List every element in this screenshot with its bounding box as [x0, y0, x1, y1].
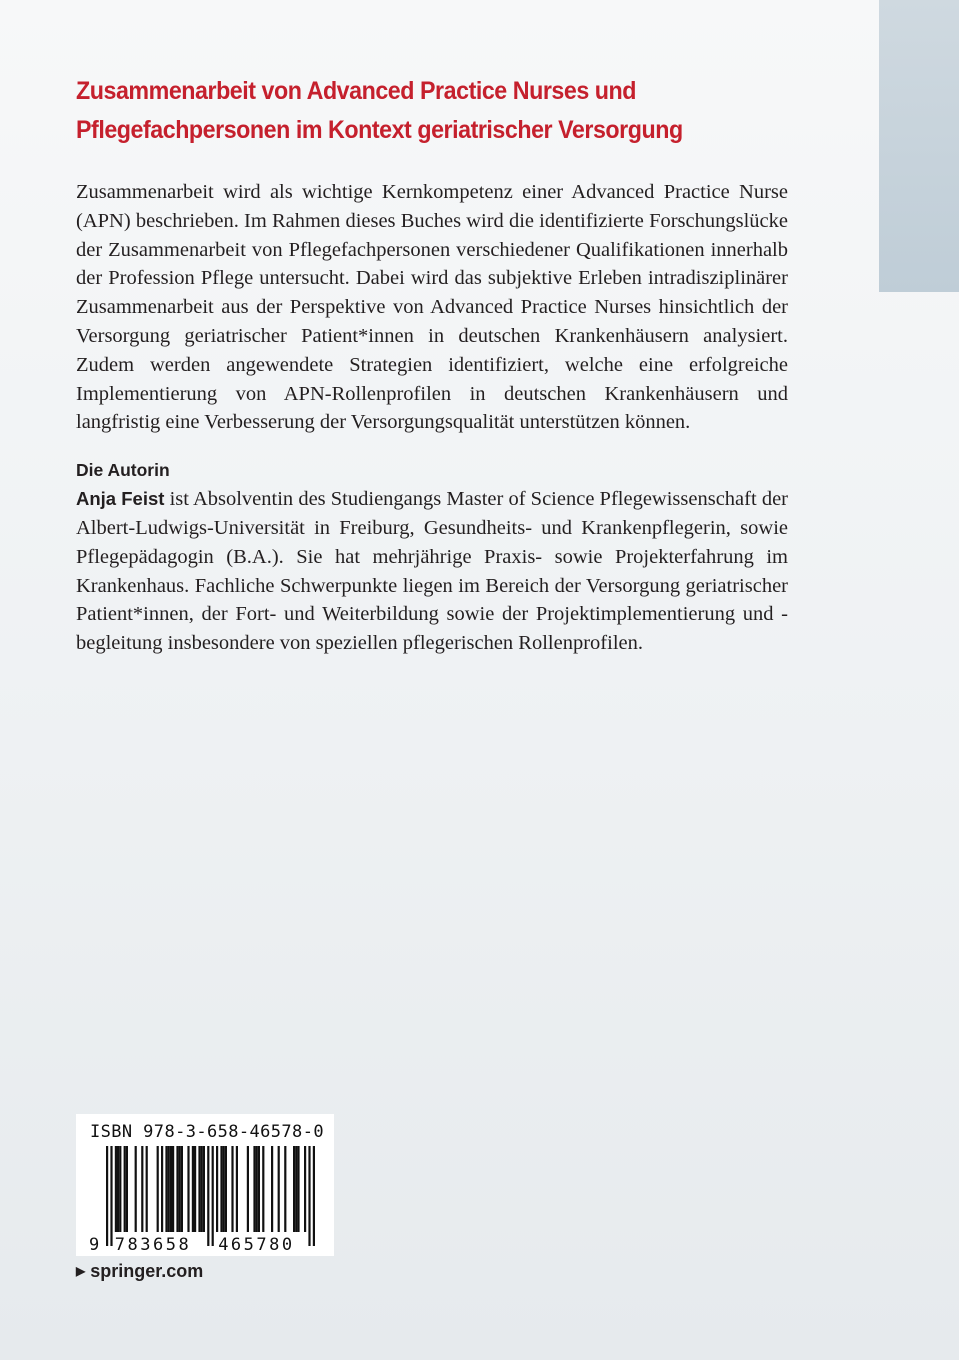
barcode-bar — [231, 1146, 233, 1232]
barcode-lead-digit: 9 — [89, 1235, 100, 1252]
barcode-bar — [141, 1146, 143, 1232]
barcode-bar — [181, 1146, 183, 1232]
barcode-bar — [135, 1146, 137, 1232]
barcode-right-digits: 465780 — [218, 1235, 295, 1252]
barcode-bar — [308, 1146, 310, 1246]
barcode-bar — [313, 1146, 315, 1246]
barcode-bar — [157, 1146, 159, 1232]
barcode-bar — [172, 1146, 174, 1232]
barcode-bar — [225, 1146, 227, 1232]
barcode-bar — [170, 1146, 172, 1232]
barcode-bar — [110, 1146, 112, 1246]
author-bio-text: ist Absolventin des Studiengangs Master of Science Pflegewissenschaft der Albert-Ludwigs-Universität in Freiburg, Gesundheits- und Krankenpflegerin, sowie Pflegepädagogin (B.A.). Sie hat mehrjährige Praxis- sowie Projekterfahrung im Krankenhaus. Fachliche Schwerpunkte liegen im Bereich der Versorgung geriatrischer Patient*innen, der Fort- und Weiterbildung sowie der Projektimplementierung und -begleitung insbesondere von speziellen pflegerischen Rollenprofilen. — [76, 488, 788, 655]
barcode-bar — [124, 1146, 126, 1232]
barcode-bar — [216, 1146, 218, 1232]
barcode-bar — [146, 1146, 148, 1232]
barcode-bar — [258, 1146, 260, 1232]
barcode-bar — [304, 1146, 306, 1232]
barcode-bar — [295, 1146, 297, 1232]
barcode-bar — [168, 1146, 170, 1232]
barcode-bar — [179, 1146, 181, 1232]
barcode — [84, 1146, 330, 1252]
barcode-bar — [271, 1146, 273, 1232]
back-cover-content — [76, 72, 788, 658]
barcode-bar — [207, 1146, 209, 1246]
barcode-bar — [117, 1146, 119, 1232]
barcode-bar — [203, 1146, 205, 1232]
barcode-bar — [262, 1146, 264, 1232]
barcode-bar — [176, 1146, 178, 1232]
title-line-1: Zusammenarbeit von Advanced Practice Nurses und — [76, 77, 637, 105]
barcode-bar — [194, 1146, 196, 1232]
barcode-bar — [119, 1146, 121, 1232]
book-title — [76, 72, 746, 150]
author-heading: Die Autorin — [76, 460, 170, 481]
website-text: springer.com — [90, 1261, 204, 1281]
barcode-bar — [256, 1146, 258, 1232]
title-line-2: Pflegefachpersonen im Kontext geriatrischer Versorgung — [76, 116, 683, 144]
barcode-bar — [192, 1146, 194, 1232]
isbn-label: ISBN 978-3-658-46578-0 — [90, 1122, 324, 1142]
barcode-bar — [187, 1146, 189, 1232]
barcode-bar — [247, 1146, 249, 1232]
barcode-bar — [201, 1146, 203, 1232]
author-name: Anja Feist — [76, 488, 165, 510]
barcode-bar — [115, 1146, 117, 1232]
abstract-text: Zusammenarbeit wird als wichtige Kernkompetenz einer Advanced Practice Nurse (APN) beschrieben. Im Rahmen dieses Buches wird die identifizierte Forschungslücke der Zusammenarbeit von Pflegefachpersonen verschiedener Qualifikationen innerhalb der Profession Pflege untersucht. Dabei wird das subjektive Erleben intradisziplinärer Zusammenarbeit aus der Perspektive von Advanced Practice Nurses hinsichtlich der Versorgung geriatrischer Patient*innen in deutschen Krankenhäusern analysiert. Zudem werden angewendete Strategien identifiziert, welche eine erfolgreiche Implementierung von APN-Rollenprofilen in deutschen Krankenhäusern und langfristig eine Verbesserung der Versorgungsqualität unterstützen können. — [76, 181, 788, 434]
barcode-bar — [165, 1146, 167, 1232]
barcode-bar — [293, 1146, 295, 1232]
barcode-bar — [126, 1146, 128, 1232]
barcode-bar — [220, 1146, 222, 1232]
website-link[interactable] — [76, 1261, 203, 1282]
barcode-bar — [223, 1146, 225, 1232]
barcode-left-digits: 783658 — [114, 1235, 192, 1252]
side-color-tab — [879, 0, 959, 292]
barcode-bar — [278, 1146, 280, 1232]
barcode-bar — [284, 1146, 286, 1232]
triangle-arrow-icon: ▶ — [76, 1264, 86, 1278]
barcode-bar — [212, 1146, 214, 1246]
barcode-bar — [297, 1146, 299, 1232]
barcode-bar — [198, 1146, 200, 1232]
isbn-barcode-box — [76, 1114, 334, 1256]
barcode-bar — [106, 1146, 108, 1246]
barcode-bar — [161, 1146, 163, 1232]
author-bio — [76, 485, 788, 658]
barcode-bar — [236, 1146, 238, 1232]
barcode-bar — [253, 1146, 255, 1232]
